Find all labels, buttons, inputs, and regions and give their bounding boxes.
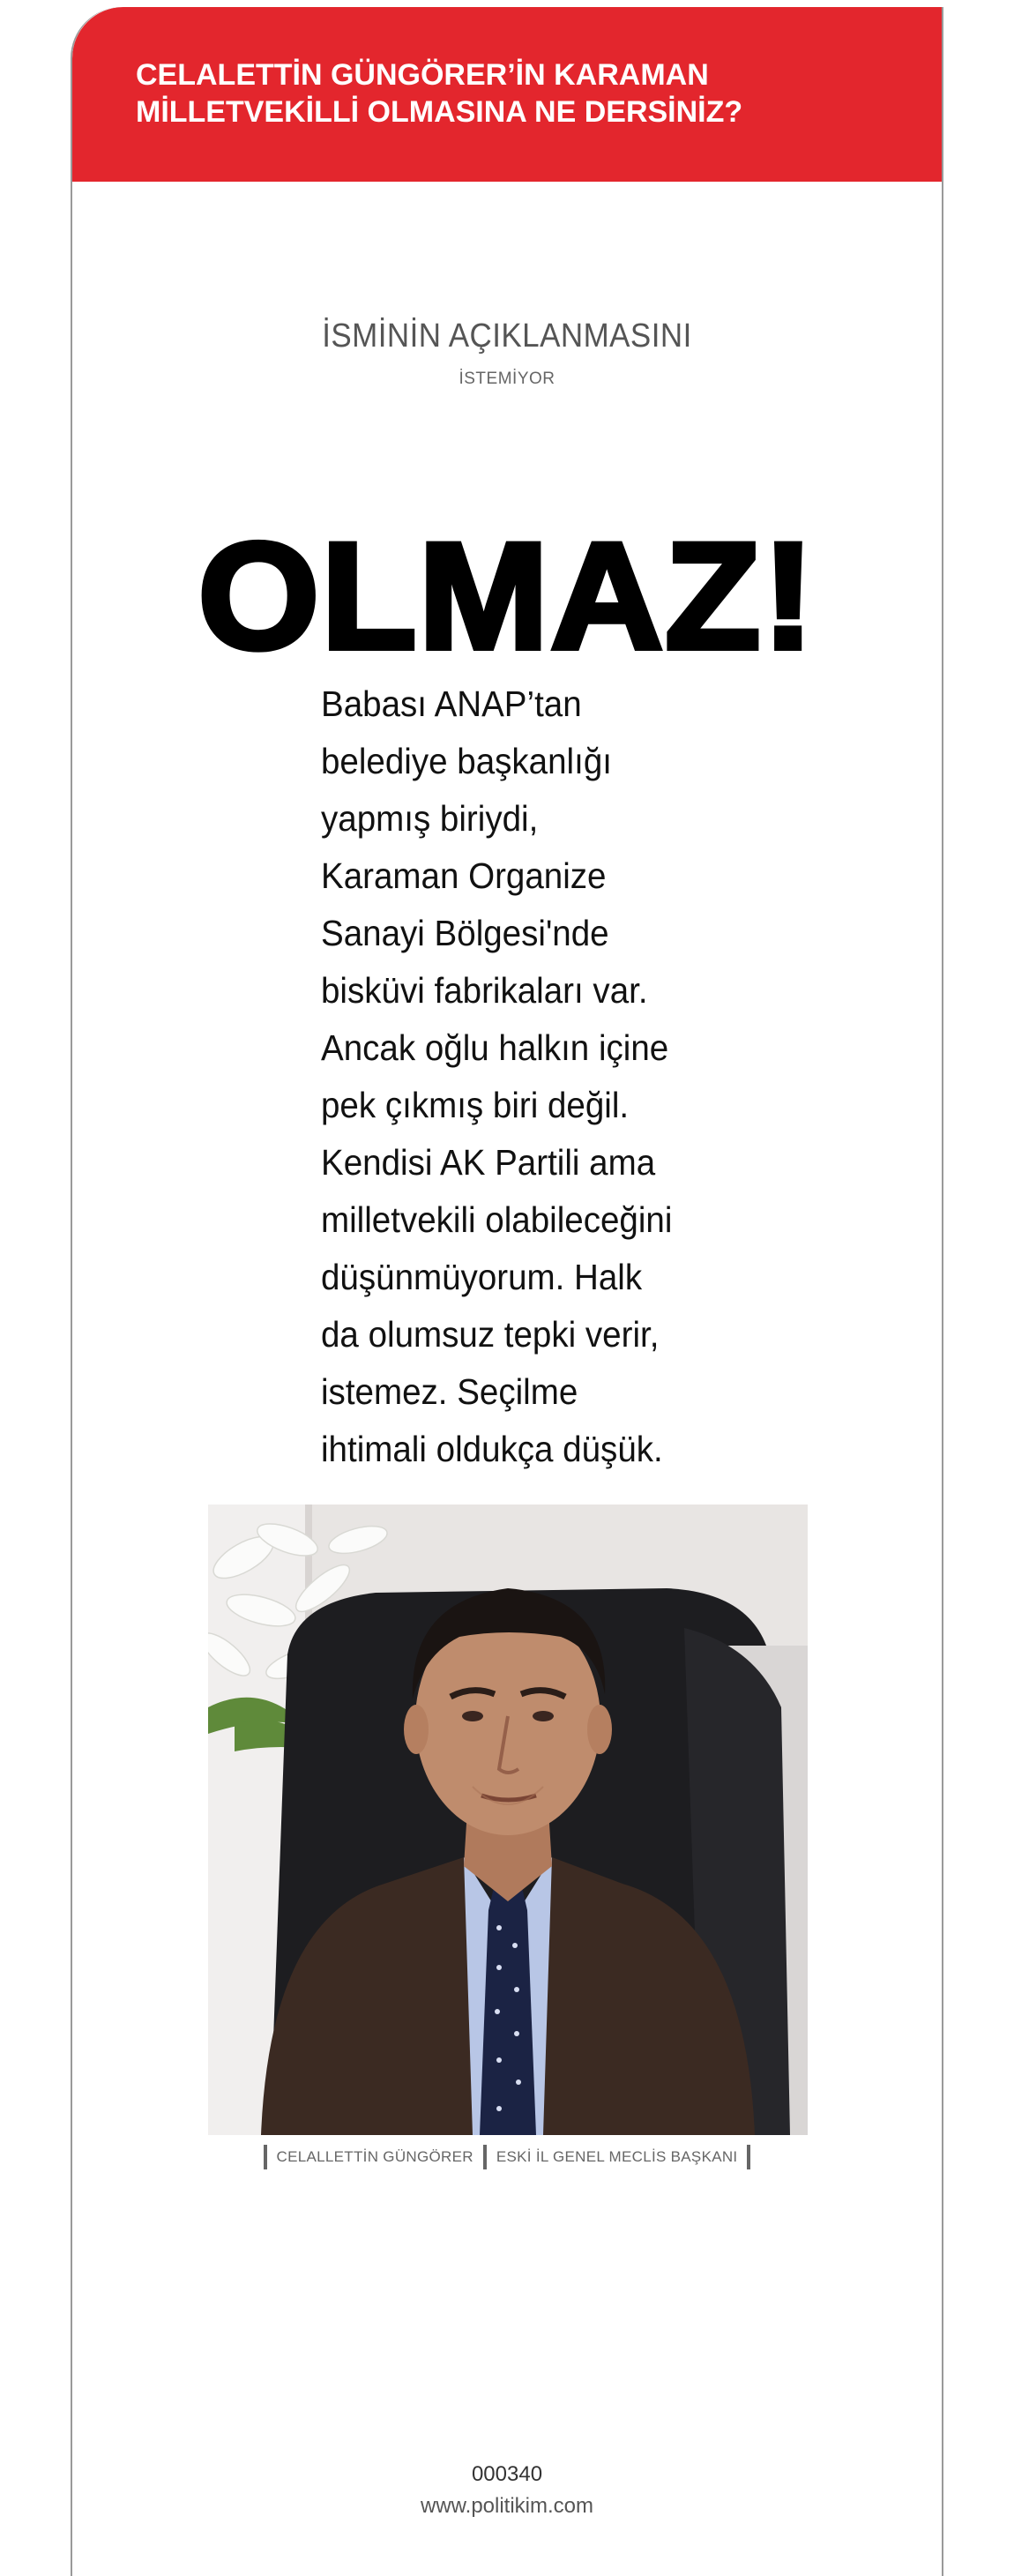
- portrait-illustration: [208, 1505, 808, 2135]
- survey-card: [71, 7, 943, 2576]
- respondent-label: İSMİNİN AÇIKLANMASINI: [322, 317, 692, 355]
- question-title-line-2: MİLLETVEKİLLİ OLMASINA NE DERSİNİZ?: [136, 95, 743, 129]
- comment-text: [321, 676, 779, 1478]
- caption-divider: [264, 2145, 267, 2169]
- comment-line: bisküvi fabrikaları var.: [321, 970, 648, 1011]
- caption-divider: [483, 2145, 487, 2169]
- comment-line: da olumsuz tepki verir,: [321, 1314, 660, 1355]
- website-link[interactable]: www.politikim.com: [420, 2494, 594, 2518]
- comment-line: pek çıkmış biri değil.: [321, 1085, 630, 1125]
- caption-role: ESKİ İL GENEL MECLİS BAŞKANI: [496, 2148, 738, 2165]
- verdict-headline: OLMAZ!: [198, 511, 816, 681]
- caption-name: CELALLETTİN GÜNGÖRER: [276, 2148, 473, 2165]
- question-banner: [72, 7, 942, 182]
- question-title: [136, 56, 894, 131]
- page-code: 000340: [471, 2462, 543, 2486]
- caption-divider: [747, 2145, 750, 2169]
- respondent-sublabel: İSTEMİYOR: [459, 370, 555, 388]
- comment-line: düşünmüyorum. Halk: [321, 1257, 643, 1297]
- comment-line: istemez. Seçilme: [321, 1371, 578, 1412]
- comment-line: Kendisi AK Partili ama: [321, 1142, 656, 1183]
- comment-line: Ancak oğlu halkın içine: [321, 1027, 669, 1068]
- comment-line: Sanayi Bölgesi'nde: [321, 913, 609, 953]
- comment-line: belediye başkanlığı: [321, 741, 612, 781]
- comment-line: ihtimali oldukça düşük.: [321, 1429, 663, 1469]
- question-title-line-1: CELALETTİN GÜNGÖRER’İN KARAMAN: [136, 58, 709, 92]
- photo-caption: [72, 2145, 942, 2169]
- portrait-photo: [208, 1505, 808, 2135]
- comment-line: milletvekili olabileceğini: [321, 1199, 673, 1240]
- comment-line: Karaman Organize: [321, 855, 607, 896]
- comment-line: yapmış biriydi,: [321, 798, 539, 839]
- comment-line: Babası ANAP’tan: [321, 683, 582, 724]
